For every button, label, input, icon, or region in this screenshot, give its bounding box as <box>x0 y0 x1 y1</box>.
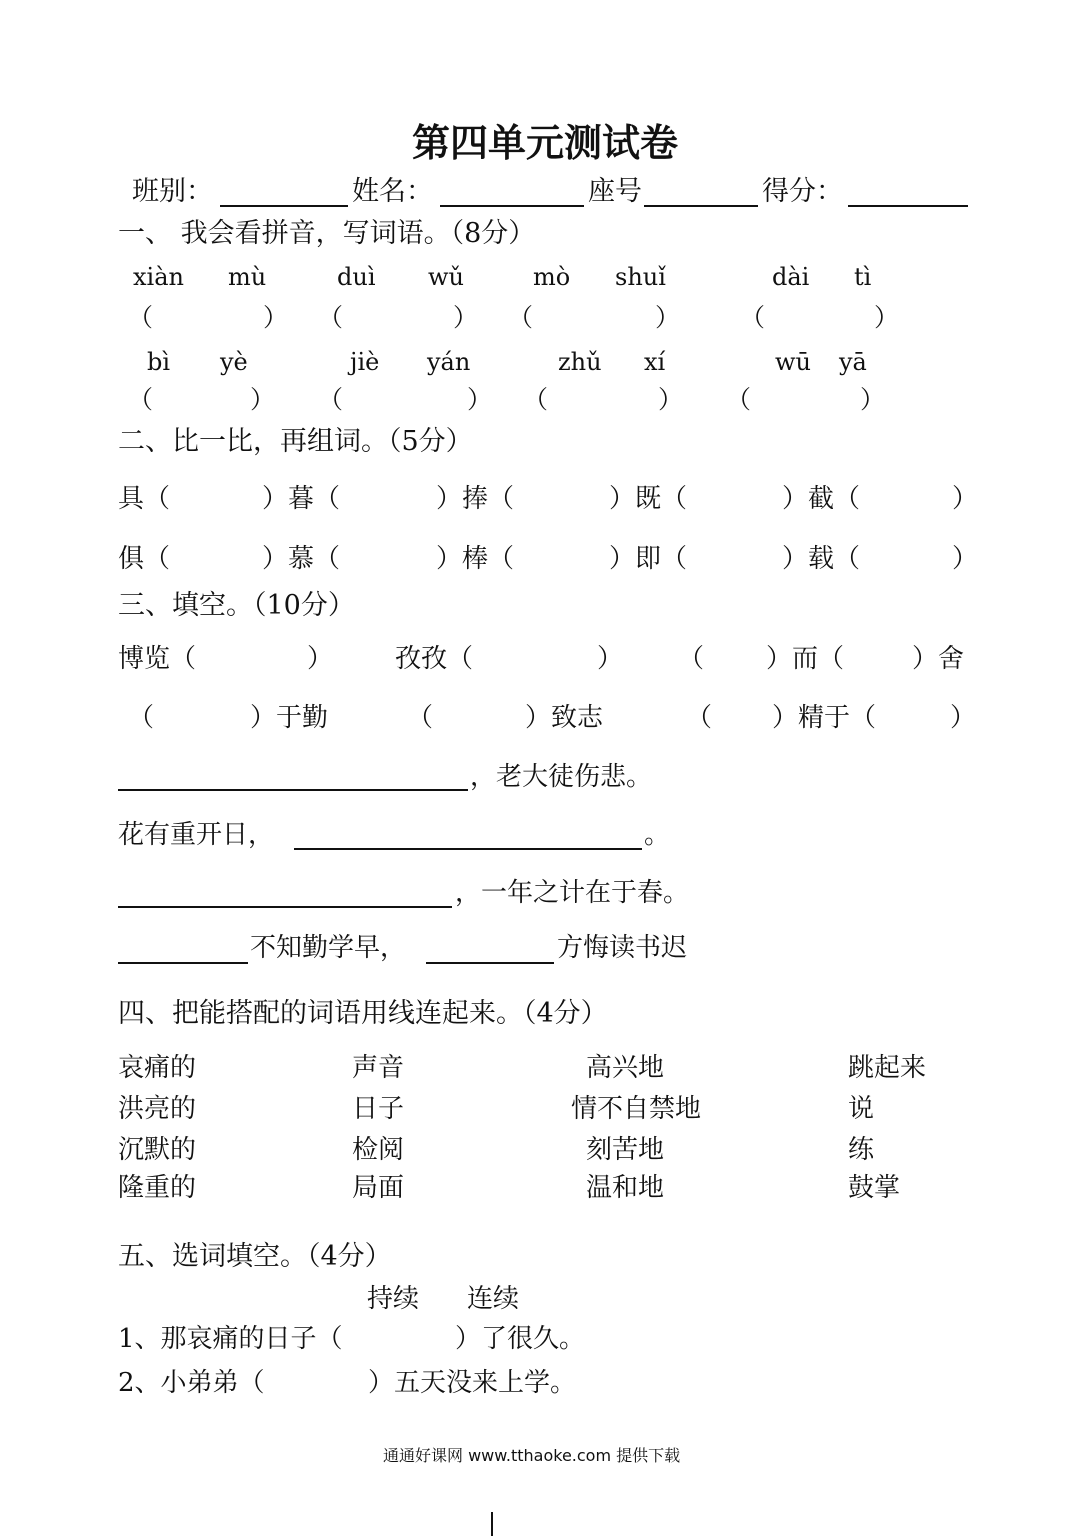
pinyin: mù <box>228 263 267 291</box>
answer-paren-open: （ <box>128 303 154 332</box>
match-word[interactable]: 局面 <box>352 1173 405 1203</box>
fill-blank[interactable] <box>118 962 248 964</box>
answer-paren-open: （ <box>508 303 534 332</box>
answer-paren-open: （ <box>523 385 549 414</box>
compare-item: ）即（ <box>609 544 688 574</box>
compare-item: ） <box>952 544 979 574</box>
idiom-part: ） <box>597 644 624 674</box>
match-word[interactable]: 声音 <box>352 1053 405 1083</box>
match-word[interactable]: 洪亮的 <box>118 1094 197 1124</box>
answer-paren-close: ） <box>263 303 289 332</box>
match-word[interactable]: 鼓掌 <box>848 1173 901 1203</box>
question-2: ）五天没来上学。 <box>368 1368 577 1398</box>
pinyin: yán <box>427 348 471 376</box>
answer-paren-close: ） <box>874 303 900 332</box>
idiom-part: ）精于（ <box>772 703 877 733</box>
pinyin: shuǐ <box>615 263 666 291</box>
compare-item: ）慕（ <box>262 544 341 574</box>
match-word[interactable]: 日子 <box>352 1094 405 1124</box>
compare-item: ）捧（ <box>436 484 515 514</box>
match-word[interactable]: 隆重的 <box>118 1173 197 1203</box>
compare-item: ） <box>952 484 979 514</box>
pinyin: xí <box>644 348 666 376</box>
match-word[interactable]: 温和地 <box>586 1173 665 1203</box>
match-word[interactable]: 情不自禁地 <box>571 1094 702 1124</box>
proverb-text: 方悔读书迟 <box>557 933 688 963</box>
pinyin: xiàn <box>133 263 184 291</box>
fill-blank[interactable] <box>294 848 642 850</box>
match-word[interactable]: 刻苦地 <box>586 1135 665 1165</box>
idiom-part: ）于勤 <box>250 703 329 733</box>
class-blank[interactable] <box>220 205 348 207</box>
proverb-text: 花有重开日， <box>118 820 275 850</box>
idiom-part: ）而（ <box>766 644 845 674</box>
section3-heading: 三、填空。（10分） <box>118 590 355 621</box>
answer-paren-close: ） <box>250 385 276 414</box>
pinyin: bì <box>147 348 171 376</box>
idiom-part: ） <box>307 644 334 674</box>
word-choice: 持续 <box>367 1284 420 1314</box>
fill-blank[interactable] <box>426 962 554 964</box>
answer-paren-close: ） <box>655 303 681 332</box>
seat-label: 座号 <box>588 176 642 207</box>
idiom-part: （ <box>686 703 713 733</box>
proverb-text: ，一年之计在于春。 <box>455 878 690 908</box>
pinyin: zhǔ <box>558 348 602 376</box>
idiom-part: （ <box>407 703 434 733</box>
compare-item: ）棒（ <box>436 544 515 574</box>
match-word[interactable]: 说 <box>848 1094 875 1124</box>
answer-paren-close: ） <box>860 385 886 414</box>
fill-blank[interactable] <box>118 906 452 908</box>
pinyin: yè <box>220 348 248 376</box>
score-label: 得分： <box>762 176 843 207</box>
pinyin: wū <box>775 348 811 376</box>
seat-blank[interactable] <box>644 205 758 207</box>
idiom-part: ） <box>950 703 977 733</box>
name-blank[interactable] <box>440 205 584 207</box>
match-word[interactable]: 沉默的 <box>118 1135 197 1165</box>
question-1: 1、那哀痛的日子（ <box>118 1324 343 1354</box>
footer-credit: 通通好课网 www.tthaoke.com 提供下载 <box>383 1446 681 1465</box>
proverb-text: 不知勤学早， <box>250 933 407 963</box>
answer-paren-close: ） <box>467 385 493 414</box>
match-word[interactable]: 练 <box>848 1135 875 1165</box>
answer-paren-open: （ <box>318 303 344 332</box>
idiom-part: （ <box>128 703 155 733</box>
section1-heading: 一、 我会看拼音，写词语。（8分） <box>118 218 536 249</box>
answer-paren-open: （ <box>740 303 766 332</box>
compare-item: ）既（ <box>609 484 688 514</box>
question-1: ）了很久。 <box>455 1324 586 1354</box>
pinyin: mò <box>533 263 571 291</box>
match-word[interactable]: 高兴地 <box>586 1053 665 1083</box>
section4-heading: 四、把能搭配的词语用线连起来。（4分） <box>118 998 608 1029</box>
score-blank[interactable] <box>848 205 968 207</box>
idiom-part: 博览（ <box>118 644 197 674</box>
answer-paren-close: ） <box>453 303 479 332</box>
proverb-text: ，老大徒伤悲。 <box>470 762 653 792</box>
compare-item: ）暮（ <box>262 484 341 514</box>
page-title: 第四单元测试卷 <box>412 121 679 165</box>
compare-item: ）载（ <box>782 544 861 574</box>
name-label: 姓名： <box>352 176 433 207</box>
pinyin: duì <box>337 263 376 291</box>
pinyin: yā <box>839 348 867 376</box>
pinyin: tì <box>854 263 872 291</box>
pinyin: dài <box>772 263 810 291</box>
match-word[interactable]: 检阅 <box>352 1135 405 1165</box>
idiom-part: 孜孜（ <box>395 644 474 674</box>
pinyin: jiè <box>350 348 380 376</box>
answer-paren-open: （ <box>128 385 154 414</box>
pinyin: wǔ <box>428 263 464 291</box>
compare-item: 具（ <box>118 484 171 514</box>
idiom-part: （ <box>678 644 705 674</box>
page-edge-mark <box>491 1512 493 1536</box>
proverb-text: 。 <box>644 820 671 850</box>
idiom-part: ）致志 <box>525 703 604 733</box>
answer-paren-close: ） <box>658 385 684 414</box>
fill-blank[interactable] <box>118 789 468 791</box>
compare-item: ）截（ <box>782 484 861 514</box>
answer-paren-open: （ <box>726 385 752 414</box>
idiom-part: ）舍 <box>912 644 965 674</box>
match-word[interactable]: 跳起来 <box>848 1053 927 1083</box>
question-2: 2、小弟弟（ <box>118 1368 265 1398</box>
compare-item: 俱（ <box>118 544 171 574</box>
section5-heading: 五、选词填空。（4分） <box>118 1241 392 1272</box>
section2-heading: 二、比一比，再组词。（5分） <box>118 426 473 457</box>
word-choice: 连续 <box>467 1284 520 1314</box>
class-label: 班别： <box>132 176 213 207</box>
answer-paren-open: （ <box>318 385 344 414</box>
match-word[interactable]: 哀痛的 <box>118 1053 197 1083</box>
